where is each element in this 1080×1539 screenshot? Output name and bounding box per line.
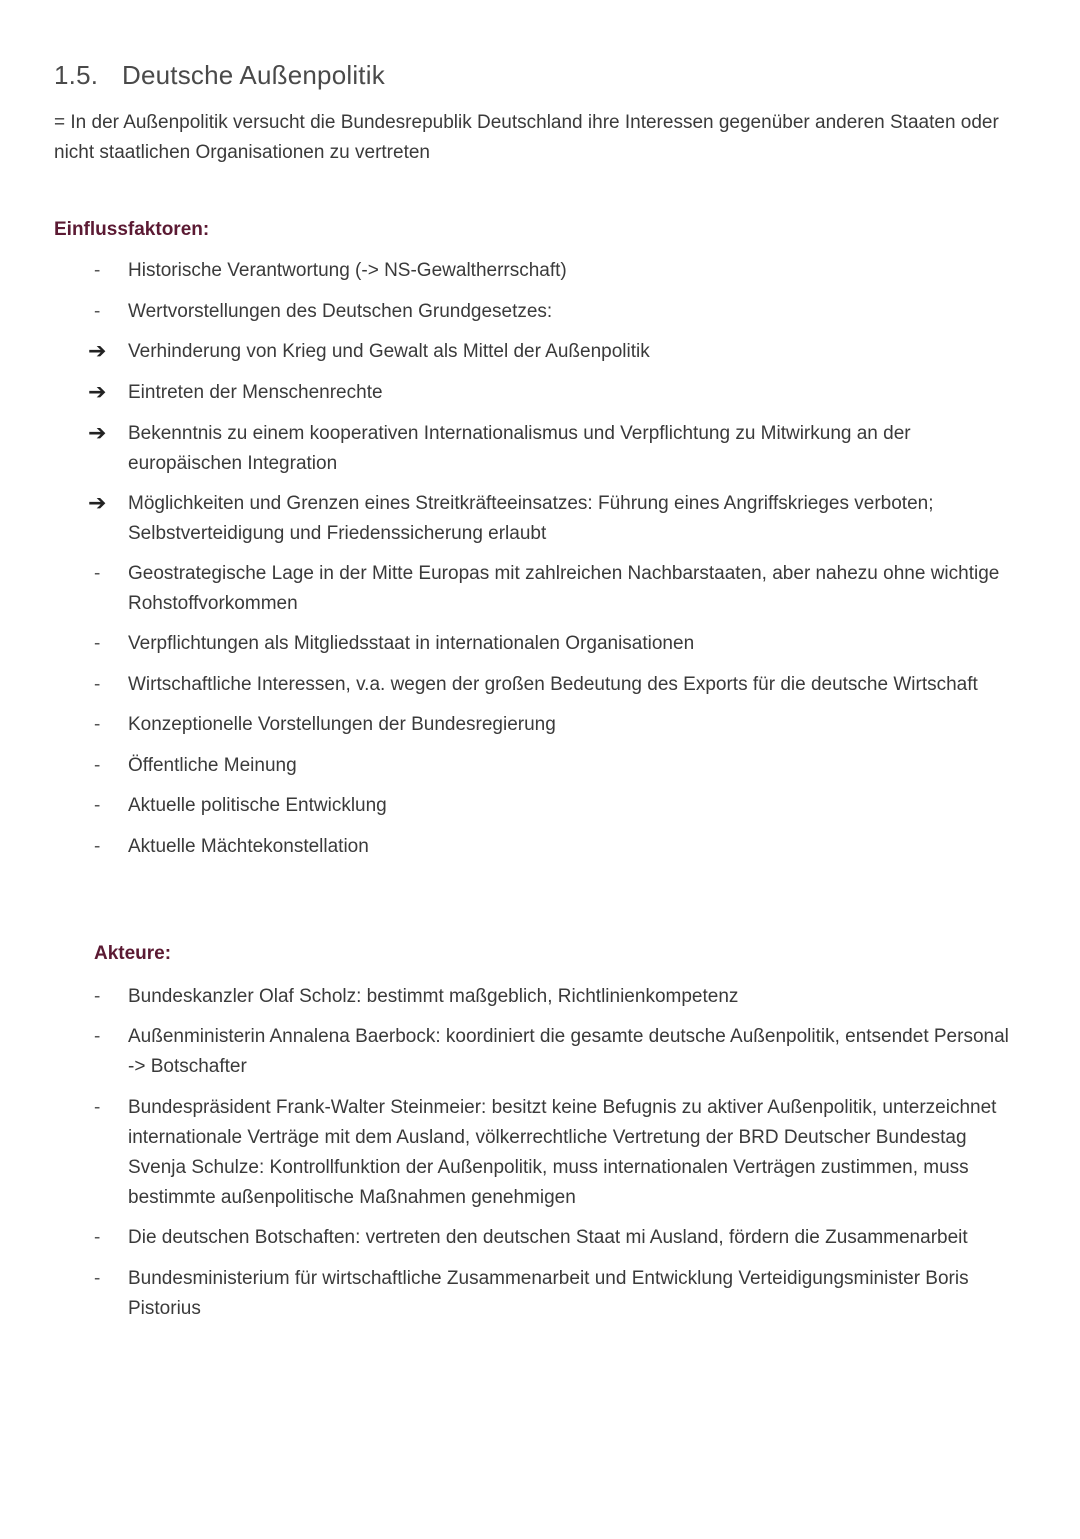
list-item-text: Konzeptionelle Vorstellungen der Bundesregierung (128, 714, 556, 735)
section-title: Deutsche Außenpolitik (122, 60, 385, 90)
arrow-right-icon: ➔ (88, 490, 107, 515)
list-item (88, 297, 1018, 327)
arrow-right-icon: ➔ (88, 420, 107, 445)
dash-bullet: - (94, 836, 101, 857)
einflussfaktoren-list (88, 256, 1018, 862)
list-item (88, 710, 1018, 740)
list-item-text: Öffentliche Meinung (128, 755, 297, 776)
dash-bullet: - (94, 1227, 101, 1248)
arrow-right-icon: ➔ (88, 379, 107, 404)
akteure-heading: Akteure: (94, 943, 172, 964)
dash-bullet: - (94, 563, 101, 584)
list-item (88, 1093, 1018, 1213)
dash-bullet: - (94, 1026, 101, 1047)
list-item-text: Außenministerin Annalena Baerbock: koordiniert die gesamte deutsche Außenpolitik, entsendet Personal -> Botschafter (128, 1026, 1009, 1077)
list-item (88, 670, 1018, 700)
list-item-text: Verpflichtungen als Mitgliedsstaat in internationalen Organisationen (128, 633, 695, 654)
dash-bullet: - (94, 301, 101, 322)
definition-text: = In der Außenpolitik versucht die Bundesrepublik Deutschland ihre Interessen gegenüber anderen Staaten oder nicht staatlichen Organisationen zu vertreten (54, 112, 999, 163)
dash-bullet: - (94, 795, 101, 816)
list-item (88, 791, 1018, 821)
arrow-right-icon: ➔ (88, 338, 107, 363)
list-item-text: Geostrategische Lage in der Mitte Europas mit zahlreichen Nachbarstaaten, aber nahezu ohne wichtige Rohstoffvorkommen (128, 563, 1000, 614)
page-title (54, 60, 385, 91)
dash-bullet: - (94, 1097, 101, 1118)
list-item (88, 1223, 1018, 1253)
list-item (88, 629, 1018, 659)
list-item-text: Bekenntnis zu einem kooperativen Internationalismus und Verpflichtung zu Mitwirkung an der europäischen Integration (128, 423, 911, 474)
list-item (88, 256, 1018, 286)
list-item (88, 1022, 1018, 1082)
list-item (88, 559, 1018, 619)
list-item (88, 751, 1018, 781)
list-item-text: Verhinderung von Krieg und Gewalt als Mittel der Außenpolitik (128, 341, 650, 362)
list-item (88, 832, 1018, 862)
list-item-text: Wirtschaftliche Interessen, v.a. wegen der großen Bedeutung des Exports für die deutsche Wirtschaft (128, 674, 978, 695)
list-item (88, 1264, 1018, 1324)
list-item-text: Wertvorstellungen des Deutschen Grundgesetzes: (128, 301, 553, 322)
einflussfaktoren-heading: Einflussfaktoren: (54, 219, 210, 240)
dash-bullet: - (94, 260, 101, 281)
list-item-text: Bundeskanzler Olaf Scholz: bestimmt maßgeblich, Richtlinienkompetenz (128, 986, 739, 1007)
list-item (88, 489, 1018, 549)
list-item-text: Historische Verantwortung (-> NS-Gewaltherrschaft) (128, 260, 567, 281)
section-number: 1.5. (54, 60, 99, 90)
list-item-text: Bundespräsident Frank-Walter Steinmeier: besitzt keine Befugnis zu aktiver Außenpolitik, unterzeichnet internationale Verträge mit dem Ausland, völkerrechtliche Vertretung der BRD Deutscher Bundestag Svenja Schulze: Kontrollfunktion der Außenpolitik, muss internationalen Verträgen zustimmen, muss bestimmte außenpolitische Maßnahmen genehmigen (128, 1097, 997, 1208)
list-item (88, 337, 1018, 367)
dash-bullet: - (94, 1268, 101, 1289)
dash-bullet: - (94, 986, 101, 1007)
akteure-list (88, 982, 1018, 1324)
list-item (88, 378, 1018, 408)
list-item-text: Die deutschen Botschaften: vertreten den deutschen Staat mi Ausland, fördern die Zusammenarbeit (128, 1227, 968, 1248)
list-item-text: Eintreten der Menschenrechte (128, 382, 383, 403)
dash-bullet: - (94, 633, 101, 654)
dash-bullet: - (94, 714, 101, 735)
dash-bullet: - (94, 755, 101, 776)
list-item-text: Bundesministerium für wirtschaftliche Zusammenarbeit und Entwicklung Verteidigungsminister Boris Pistorius (128, 1268, 969, 1319)
list-item (88, 982, 1018, 1012)
list-item-text: Möglichkeiten und Grenzen eines Streitkräfteeinsatzes: Führung eines Angriffskrieges verboten; Selbstverteidigung und Friedenssicherung erlaubt (128, 493, 934, 544)
list-item-text: Aktuelle politische Entwicklung (128, 795, 387, 816)
list-item (88, 419, 1018, 479)
dash-bullet: - (94, 674, 101, 695)
list-item-text: Aktuelle Mächtekonstellation (128, 836, 369, 857)
